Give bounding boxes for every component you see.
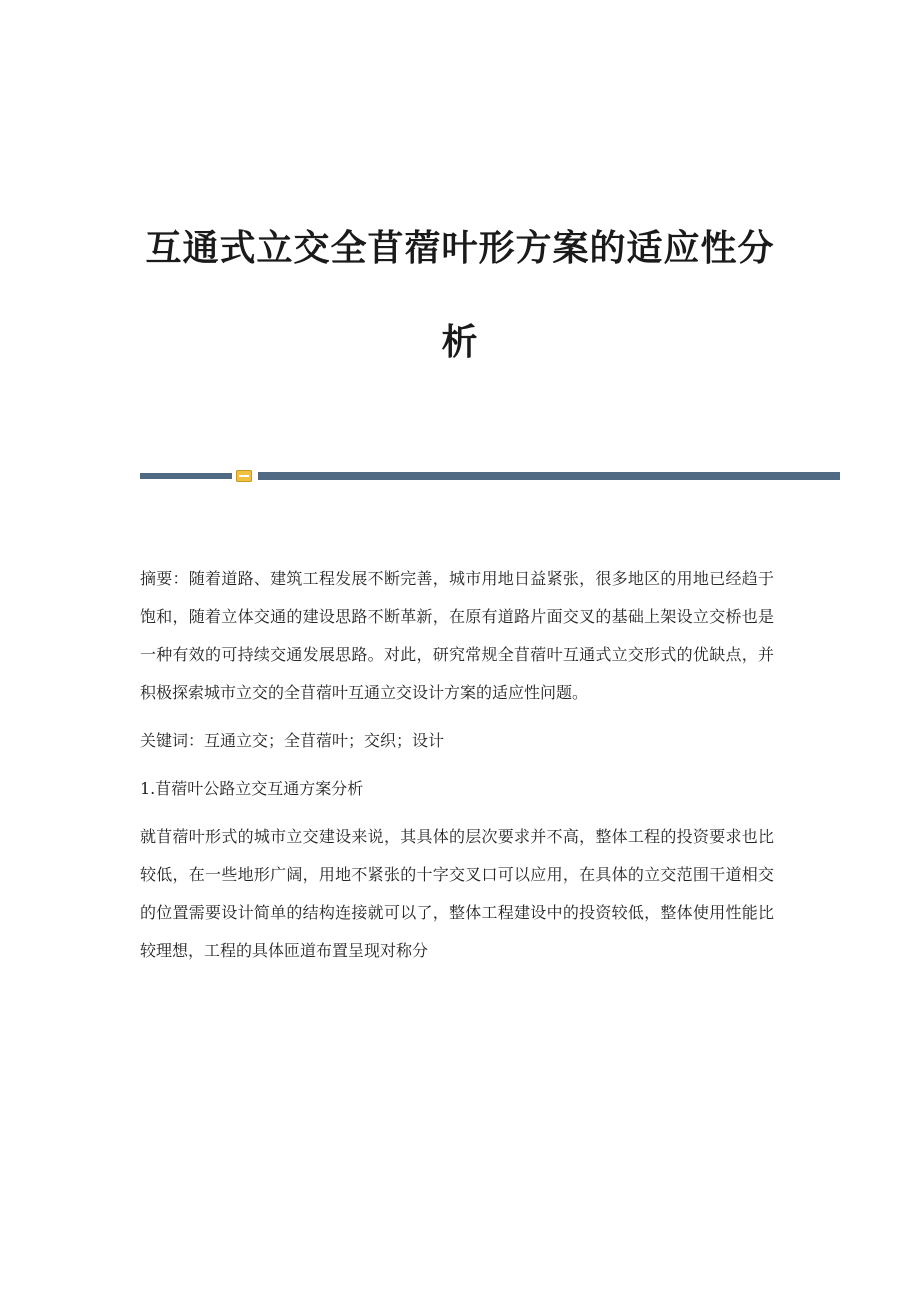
- document-title-line-2: 析: [441, 321, 479, 363]
- divider-emblem-icon: [236, 470, 252, 482]
- divider-bar-left: [140, 473, 232, 479]
- abstract-paragraph: 摘要：随着道路、建筑工程发展不断完善，城市用地日益紧张，很多地区的用地已经趋于饱和，随着立体交通的建设思路不断革新，在原有道路片面交叉的基础上架设立交桥也是一种有效的可持续交通发展思路。对此，研究常规全苜蓿叶互通式立交形式的优缺点，并积极探索城市立交的全苜蓿叶互通立交设计方案的适应性问题。: [140, 569, 774, 702]
- document-body: [140, 560, 774, 980]
- title-divider: [140, 470, 840, 480]
- keywords-paragraph: 关键词：互通立交；全苜蓿叶；交织；设计: [140, 731, 445, 750]
- document-title-line-1: 互通式立交全苜蓿叶形方案的适应性分: [145, 227, 775, 269]
- section-1-heading: 1.苜蓿叶公路立交互通方案分析: [140, 779, 364, 798]
- divider-bar-right: [258, 472, 840, 480]
- section-1-body: 就苜蓿叶形式的城市立交建设来说，其具体的层次要求并不高，整体工程的投资要求也比较低，在一些地形广阔，用地不紧张的十字交叉口可以应用，在具体的立交范围干道相交的位置需要设计简单的结构连接就可以了，整体工程建设中的投资较低，整体使用性能比较理想，工程的具体匝道布置呈现对称分: [140, 827, 774, 960]
